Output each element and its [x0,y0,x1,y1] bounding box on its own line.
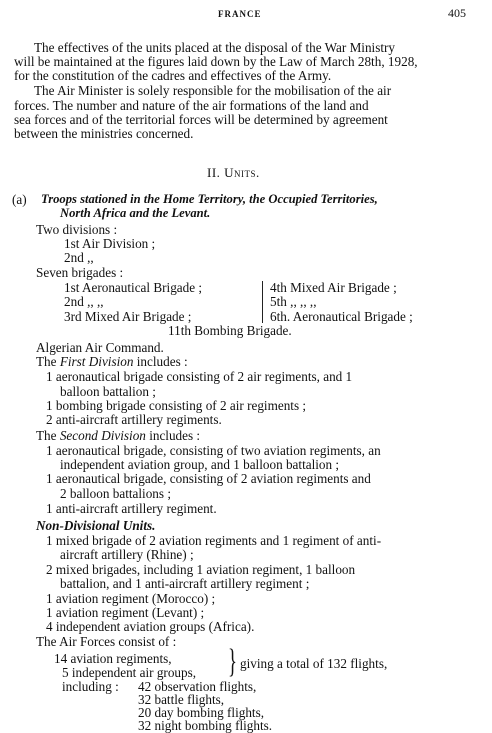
section-number: II. [207,165,221,180]
section-title: Units. [224,165,260,180]
algerian-command: Algerian Air Command. [36,340,164,355]
non-divisional-item-3: 1 aviation regiment (Morocco) ; [46,591,216,606]
flights-day-bombing: 20 day bombing flights, [138,705,265,720]
second-division-item-1-cont: independent aviation group, and 1 balloon battalion ; [60,457,340,472]
air-forces-line-1: 14 aviation regiments, [54,651,172,666]
intro-line-2: will be maintained at the figures laid down by the Law of March 28th, 1928, [14,54,418,69]
section-heading [207,165,260,180]
first-division-intro [36,354,188,369]
air-forces-line-2: 5 independent air groups, [62,665,197,680]
intro-line-5: forces. The number and nature of the air formations of the land and [14,98,369,113]
brigade-bottom: 11th Bombing Brigade. [168,323,292,338]
brigade-right-2: 5th ,, ,, ,, [270,294,317,309]
brigade-right-3: 6th. Aeronautical Brigade ; [270,309,413,324]
non-divisional-item-1: 1 mixed brigade of 2 aviation regiments and 1 regiment of anti- [46,533,382,548]
air-forces-total: giving a total of 132 flights, [240,656,388,671]
division-2nd: 2nd ,, [64,250,94,265]
page-number: 405 [448,6,466,20]
intro-line-6: sea forces and of the territorial forces will be determined by agreement [14,112,388,127]
subsection-label: (a) [12,192,27,207]
subsection-title-line-1: Troops stationed in the Home Territory, the Occupied Territories, [41,192,378,206]
divisions-heading: Two divisions : [36,222,118,237]
brigades-heading: Seven brigades : [36,265,124,280]
first-division-intro-prefix: The [36,354,57,369]
non-divisional-item-5: 4 independent aviation groups (Africa). [46,619,255,634]
intro-line-3: for the constitution of the cadres and effectives of the Army. [14,68,332,83]
non-divisional-item-2: 2 mixed brigades, including 1 aviation regiment, 1 balloon [46,562,356,577]
first-division-intro-suffix: includes : [136,354,188,369]
second-division-item-2: 1 aeronautical brigade, consisting of 2 aviation regiments and [46,471,371,486]
non-divisional-item-2-cont: battalion, and 1 anti-aircraft artillery regiment ; [60,576,310,591]
first-division-item-1: 1 aeronautical brigade consisting of 2 air regiments, and 1 [46,369,353,384]
first-division-item-3: 2 anti-aircraft artillery regiments. [46,412,222,427]
running-header-title: FRANCE [218,9,262,19]
second-division-intro-prefix: The [36,428,57,443]
subsection-title-line-2: North Africa and the Levant. [60,206,211,220]
brigade-left-2: 2nd ,, ,, [64,294,104,309]
second-division-intro-suffix: includes : [149,428,201,443]
brigade-left-1: 1st Aeronautical Brigade ; [64,280,203,295]
second-division-item-3: 1 anti-aircraft artillery regiment. [46,501,217,516]
non-divisional-heading: Non-Divisional Units. [36,518,156,533]
including-label: including : [62,679,119,694]
non-divisional-item-4: 1 aviation regiment (Levant) ; [46,605,205,620]
intro-line-4: The Air Minister is solely responsible for the mobilisation of the air [34,83,392,98]
second-division-name: Second Division [59,428,146,443]
brigade-divider [262,281,263,323]
second-division-item-2-cont: 2 balloon battalions ; [60,486,171,501]
air-forces-heading: The Air Forces consist of : [36,634,177,649]
first-division-name: First Division [59,354,134,369]
non-divisional-item-1-cont: aircraft artillery (Rhine) ; [60,547,194,562]
flights-night-bombing: 32 night bombing flights. [138,718,273,733]
flights-battle: 32 battle flights, [138,692,225,707]
second-division-intro [36,428,200,443]
second-division-item-1: 1 aeronautical brigade, consisting of two aviation regiments, an [46,443,381,458]
division-1st: 1st Air Division ; [64,236,156,251]
intro-line-1: The effectives of the units placed at the disposal of the War Ministry [34,40,396,55]
brigade-left-3: 3rd Mixed Air Brigade ; [64,309,192,324]
flights-observation: 42 observation flights, [138,679,257,694]
intro-line-7: between the ministries concerned. [14,126,194,141]
brigade-right-1: 4th Mixed Air Brigade ; [270,280,397,295]
first-division-item-2: 1 bombing brigade consisting of 2 air regiments ; [46,398,307,413]
right-brace: } [228,643,237,680]
first-division-item-1-cont: balloon battalion ; [60,384,156,399]
